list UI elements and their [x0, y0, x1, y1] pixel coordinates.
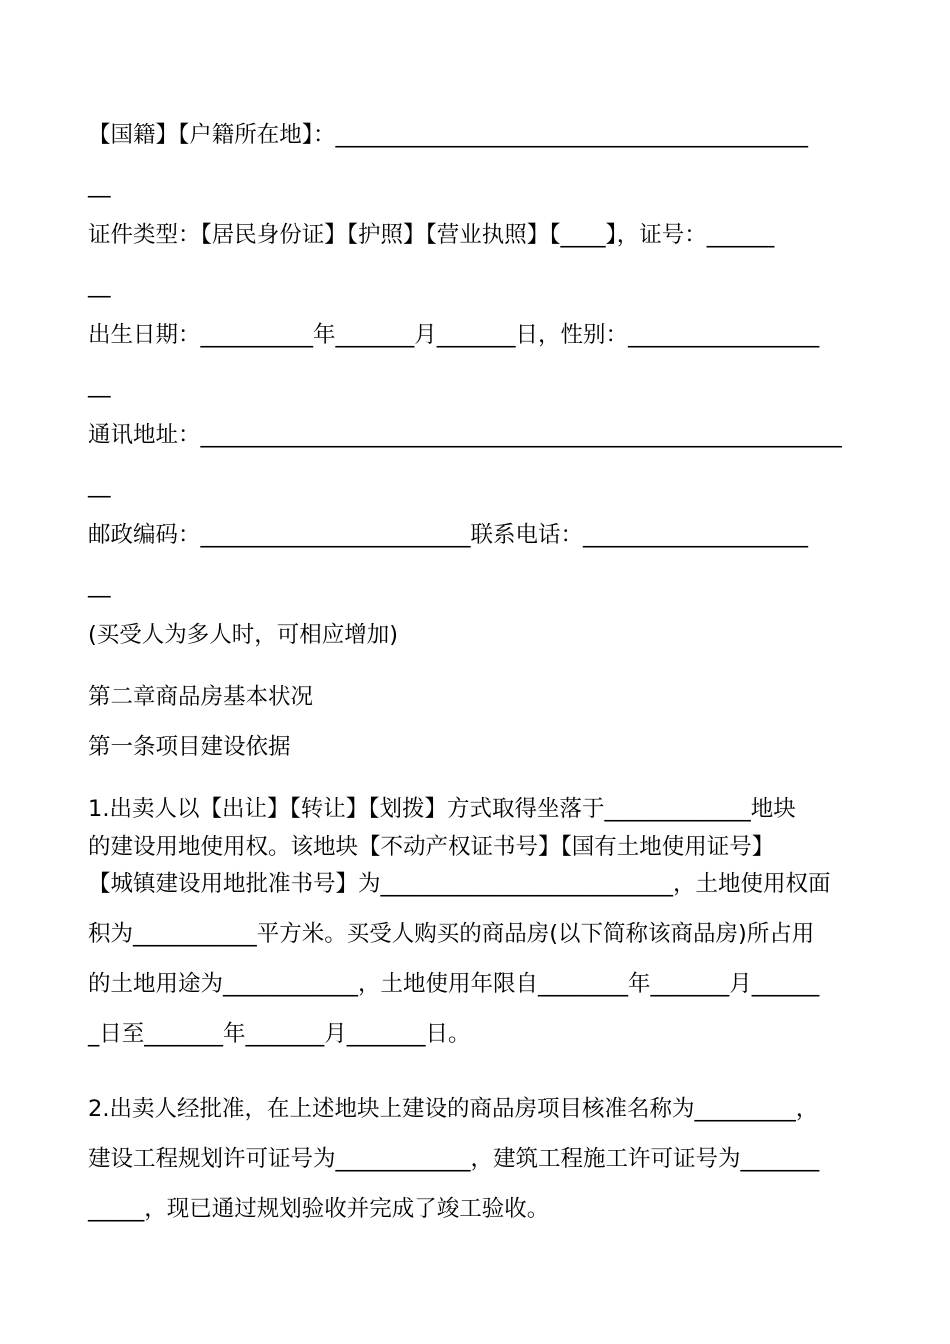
text-line: 建设工程规划许可证号为____________，建筑工程施工许可证号为_______	[88, 1146, 820, 1172]
text-line: (买受人为多人时，可相应增加)	[88, 622, 399, 648]
text-line: 1.出卖人以【出让】【转让】【划拨】方式取得坐落于_____________地块	[88, 796, 796, 822]
text-line: __	[88, 272, 111, 298]
text-line: __	[88, 172, 111, 198]
text-line: 2.出卖人经批准，在上述地块上建设的商品房项目核准名称为_________，	[88, 1096, 819, 1122]
text-line: __	[88, 472, 111, 498]
text-line: 【国籍】【户籍所在地】：__________________________________________	[88, 122, 809, 148]
text-line: 的建设用地使用权。该地块【不动产权证书号】【国有土地使用证号】	[88, 834, 775, 860]
text-line: 证件类型：【居民身份证】【护照】【营业执照】【____】，证号：______	[88, 222, 775, 248]
text-line: _____，现已通过规划验收并完成了竣工验收。	[88, 1196, 550, 1222]
article-heading: 第一条项目建设依据	[88, 734, 291, 760]
text-line: __	[88, 572, 111, 598]
text-line: 积为___________平方米。买受人购买的商品房(以下简称该商品房)所占用	[88, 921, 815, 947]
text-line: __	[88, 372, 111, 398]
chapter-heading: 第二章商品房基本状况	[88, 684, 314, 710]
text-line: 【城镇建设用地批准书号】为__________________________，土地使用权面	[88, 871, 831, 897]
text-line: 通讯地址：_________________________________________________________	[88, 422, 842, 448]
text-line: 出生日期：__________年_______月_______日，性别：_________________	[88, 322, 820, 348]
text-line: _日至_______年_______月_______日。	[88, 1021, 471, 1047]
text-line: 的土地用途为____________，土地使用年限自________年_______月______	[88, 971, 820, 997]
text-line: 邮政编码：________________________联系电话：____________________	[88, 522, 809, 548]
